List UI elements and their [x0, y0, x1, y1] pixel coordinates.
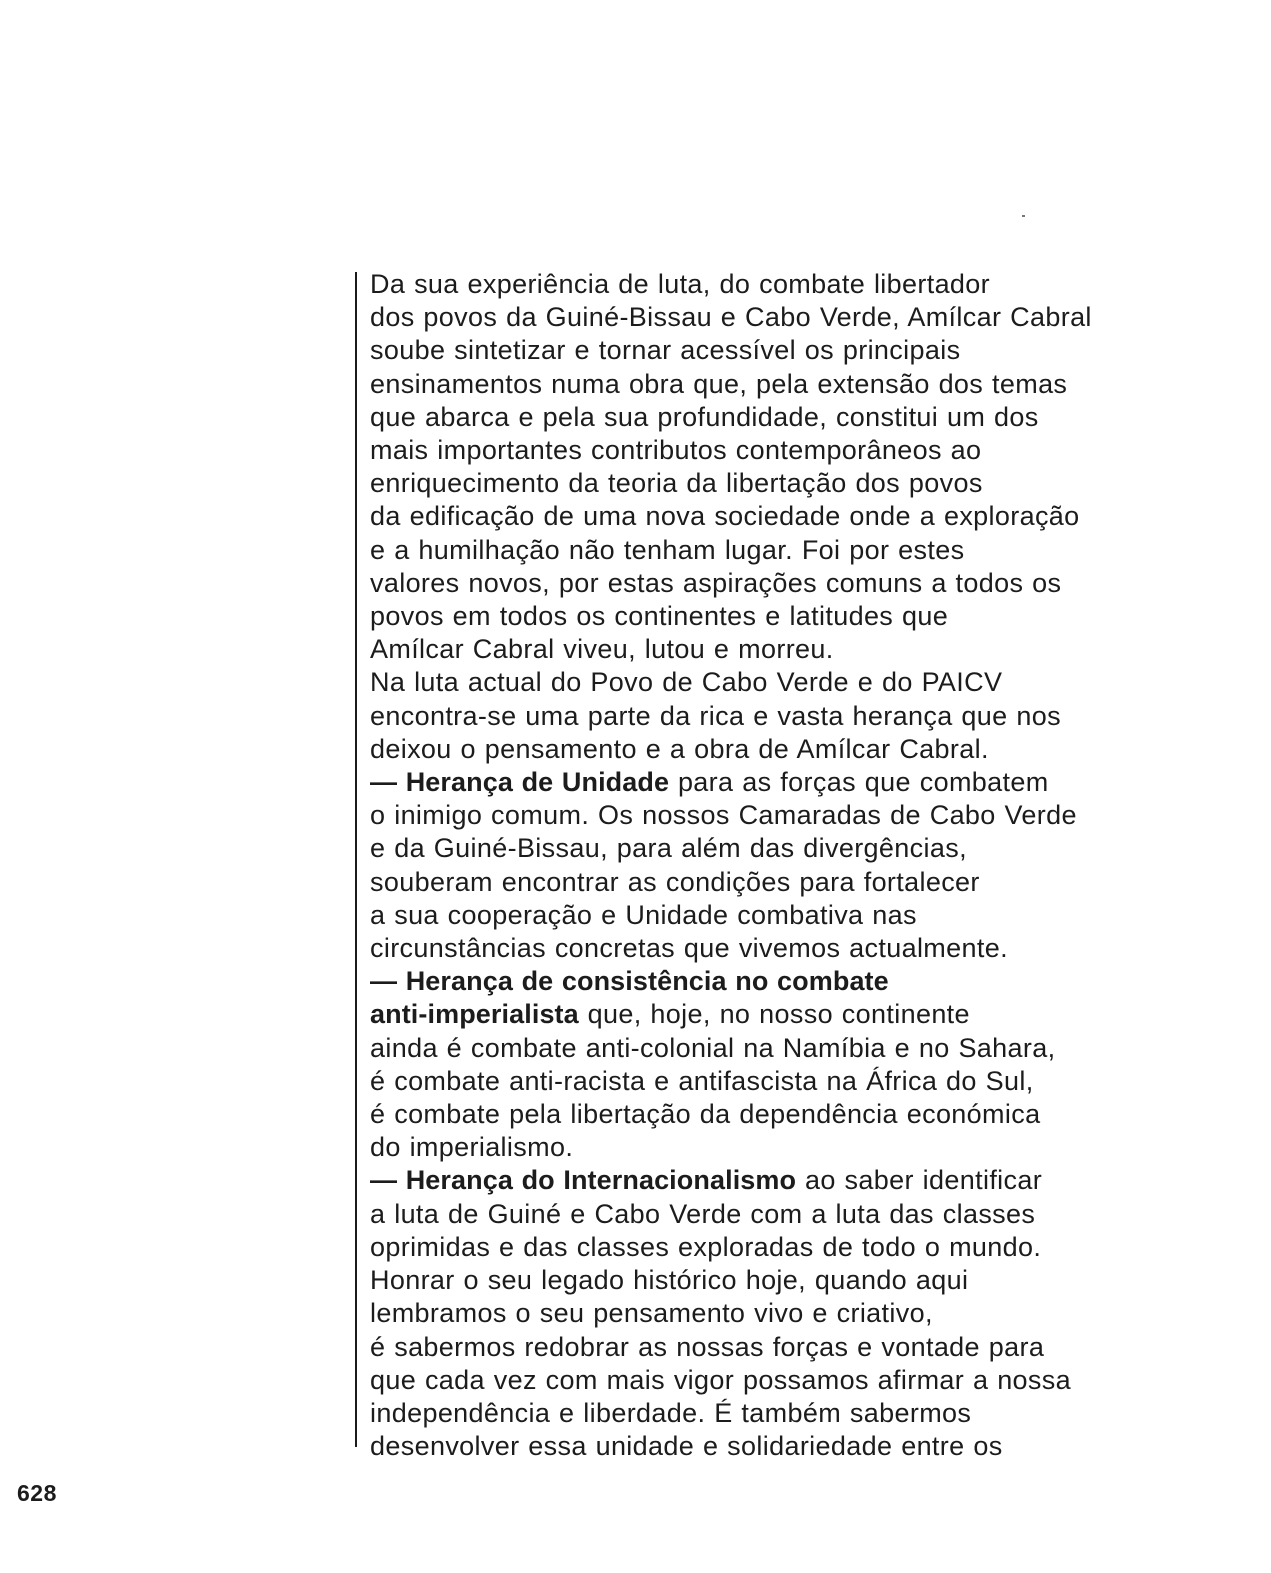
text-line [370, 1065, 1230, 1098]
text-line [370, 1397, 1230, 1430]
text-line [370, 434, 1230, 467]
text-line [370, 766, 1230, 799]
line-text: Da sua experiência de luta, do combate libertador [370, 269, 991, 299]
line-text: que abarca e pela sua profundidade, constitui um dos [370, 401, 1039, 432]
line-text: do imperialismo. [370, 1132, 574, 1163]
text-line [370, 899, 1230, 932]
text-line [370, 832, 1230, 865]
text-line [370, 1264, 1230, 1297]
text-line [370, 965, 1230, 998]
line-text: é combate pela libertação da dependência económica [370, 1099, 1041, 1130]
line-text: ensinamentos numa obra que, pela extensão dos temas [370, 368, 1068, 399]
line-text: enriquecimento da teoria da libertação dos povos [370, 468, 983, 499]
line-text: é sabermos redobrar as nossas forças e vontade para [370, 1331, 1045, 1362]
line-text: desenvolver essa unidade e solidariedade entre os [370, 1431, 1003, 1462]
line-text: Amílcar Cabral viveu, lutou e morreu. [370, 634, 834, 665]
text-line [370, 334, 1230, 367]
text-line [370, 1430, 1230, 1463]
text-line [370, 567, 1230, 600]
line-text: que, hoje, no nosso continente [578, 999, 970, 1030]
text-line [370, 932, 1230, 965]
line-text: dos povos da Guiné-Bissau e Cabo Verde, Amílcar Cabral [370, 302, 1092, 333]
line-text: e da Guiné-Bissau, para além das divergências, [370, 833, 967, 864]
text-line [370, 1364, 1230, 1397]
text-line [370, 368, 1230, 401]
text-line [370, 1098, 1230, 1131]
line-text: mais importantes contributos contemporâneos ao [370, 435, 982, 466]
text-line [370, 633, 1230, 666]
text-line [370, 1164, 1230, 1197]
scan-speck [1022, 215, 1025, 217]
text-line [370, 1198, 1230, 1231]
text-line [370, 1231, 1230, 1264]
line-text: soube sintetizar e tornar acessível os principais [370, 335, 961, 366]
margin-rule [355, 272, 357, 1447]
text-line [370, 467, 1230, 500]
line-text: e a humilhação não tenham lugar. Foi por estes [370, 534, 965, 565]
line-text: que cada vez com mais vigor possamos afirmar a nossa [370, 1364, 1071, 1395]
line-text: o inimigo comum. Os nossos Camaradas de Cabo Verde [370, 800, 1077, 831]
emphasis-heading: — Herança de consistência no combate [370, 966, 889, 997]
line-text: souberam encontrar as condições para fortalecer [370, 866, 980, 897]
line-text: ainda é combate anti-colonial na Namíbia e no Sahara, [370, 1032, 1056, 1063]
text-line [370, 401, 1230, 434]
line-text: Honrar o seu legado histórico hoje, quando aqui [370, 1265, 969, 1296]
text-line [370, 301, 1230, 334]
line-text: circunstâncias concretas que vivemos actualmente. [370, 933, 1008, 964]
text-line [370, 1032, 1230, 1065]
text-line [370, 866, 1230, 899]
text-line [370, 733, 1230, 766]
text-line [370, 799, 1230, 832]
line-text: a sua cooperação e Unidade combativa nas [370, 899, 917, 930]
text-line [370, 1131, 1230, 1164]
line-text: ao saber identificar [796, 1165, 1043, 1196]
emphasis-heading: — Herança do Internacionalismo [370, 1165, 797, 1196]
page-number: 628 [17, 1480, 57, 1506]
text-line [370, 1297, 1230, 1330]
line-text: é combate anti-racista e antifascista na África do Sul, [370, 1065, 1034, 1096]
line-text: para as forças que combatem [669, 767, 1049, 798]
emphasis-heading: anti-imperialista [370, 999, 579, 1030]
line-text: da edificação de uma nova sociedade onde a exploração [370, 501, 1080, 532]
line-text: deixou o pensamento e a obra de Amílcar Cabral. [370, 733, 989, 764]
line-text: oprimidas e das classes exploradas de todo o mundo. [370, 1231, 1042, 1262]
text-line [370, 500, 1230, 533]
text-line [370, 1331, 1230, 1364]
text-line [370, 998, 1230, 1031]
body-text [370, 268, 1230, 1463]
line-text: a luta de Guiné e Cabo Verde com a luta das classes [370, 1198, 1036, 1229]
line-text: povos em todos os continentes e latitudes que [370, 601, 949, 632]
text-line [370, 268, 1230, 301]
line-text: valores novos, por estas aspirações comuns a todos os [370, 567, 1062, 598]
text-line [370, 534, 1230, 567]
line-text: independência e liberdade. É também sabermos [370, 1397, 972, 1428]
text-line [370, 666, 1230, 699]
line-text: encontra-se uma parte da rica e vasta herança que nos [370, 700, 1061, 731]
line-text: lembramos o seu pensamento vivo e criativo, [370, 1298, 933, 1329]
text-line [370, 600, 1230, 633]
emphasis-heading: — Herança de Unidade [370, 767, 670, 798]
line-text: Na luta actual do Povo de Cabo Verde e do PAICV [370, 667, 1003, 698]
text-line [370, 700, 1230, 733]
